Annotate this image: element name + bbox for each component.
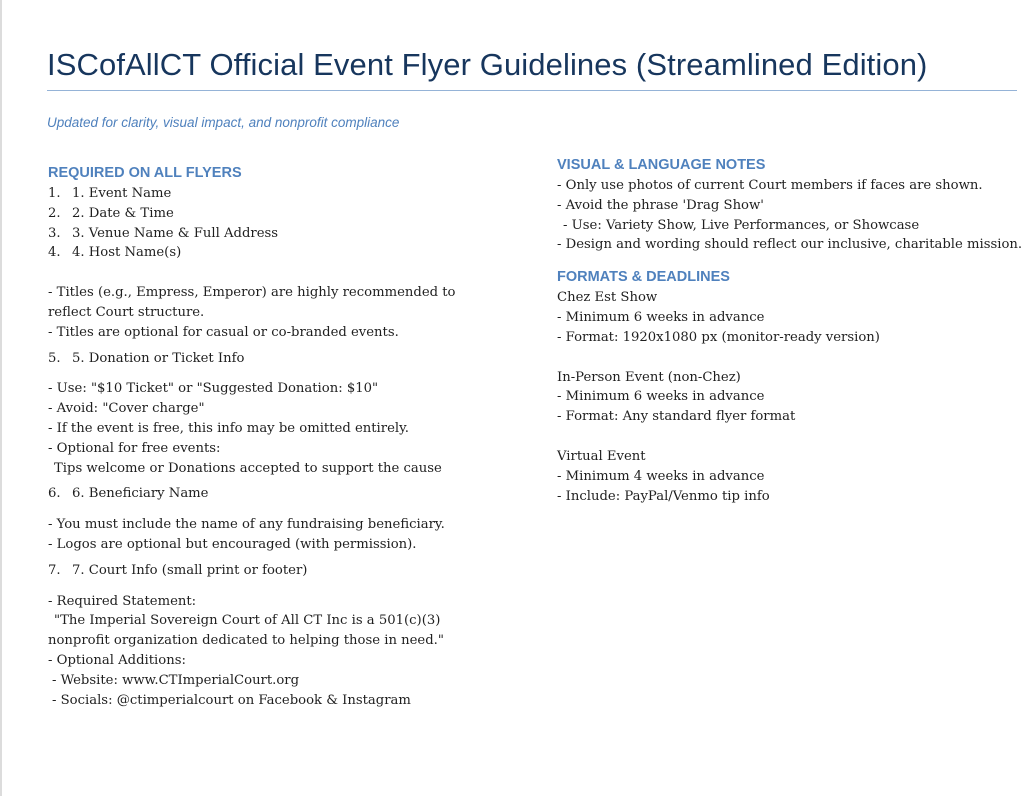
format-name: In-Person Event (non-Chez) [557,369,741,385]
list-text: 5. Donation or Ticket Info [72,350,245,366]
donation-note: - Use: "$10 Ticket" or "Suggested Donation: $10" [48,381,379,397]
required-heading: REQUIRED ON ALL FLYERS [48,165,242,181]
beneficiary-note: - You must include the name of any fundraising beneficiary. [48,517,445,533]
list-text: 6. Beneficiary Name [72,486,209,502]
list-item [48,204,528,224]
list-number: 2. [48,205,61,221]
document-title: ISCofAllCT Official Event Flyer Guidelines (Streamlined Edition) [47,47,928,82]
visual-note: - Only use photos of current Court members if faces are shown. [557,178,983,193]
list-text: 2. Date & Time [72,205,174,221]
list-item [48,184,528,204]
list-item [48,349,528,369]
right-column [557,154,1023,506]
format-detail: - Minimum 6 weeks in advance [557,309,765,325]
list-item [48,484,528,504]
format-detail: - Include: PayPal/Venmo tip info [557,488,770,504]
format-detail: - Minimum 4 weeks in advance [557,468,765,484]
title-underline [47,90,1017,91]
list-number: 6. [48,486,61,502]
left-column [48,162,528,710]
document-subtitle: Updated for clarity, visual impact, and nonprofit compliance [47,115,400,130]
required-statement-label: - Required Statement: [48,593,197,609]
list-number: 3. [48,225,61,241]
donation-note: - If the event is free, this info may be omitted entirely. [48,420,409,436]
list-item [48,224,528,244]
visual-note: - Use: Variety Show, Live Performances, or Showcase [563,217,920,233]
format-detail: - Format: Any standard flyer format [557,409,796,425]
list-number: 7. [48,562,61,578]
titles-note: - Titles (e.g., Empress, Emperor) are highly recommended to reflect Court structure. [48,285,456,320]
titles-note: - Titles are optional for casual or co-branded events. [48,324,399,340]
list-text: 4. Host Name(s) [72,245,182,261]
visual-heading: VISUAL & LANGUAGE NOTES [557,157,766,173]
donation-note: - Avoid: "Cover charge" [48,401,205,417]
list-number: 1. [48,186,61,201]
page-edge [0,0,2,796]
visual-note: - Avoid the phrase 'Drag Show' [557,197,764,213]
formats-heading: FORMATS & DEADLINES [557,269,730,286]
list-number: 4. [48,245,61,261]
optional-additions-label: - Optional Additions: [48,652,186,668]
socials-line: - Socials: @ctimperialcourt on Facebook & Instagram [52,692,411,708]
format-name: Chez Est Show [557,290,658,306]
donation-note: Tips welcome or Donations accepted to support the cause [54,460,442,476]
list-text: 1. Event Name [72,186,172,201]
required-statement: "The Imperial Sovereign Court of All CT Inc is a 501(c)(3) nonprofit organization dedicated to helping those in need." [48,613,444,649]
visual-note: - Design and wording should reflect our inclusive, charitable mission. [557,237,1023,253]
website-line: - Website: www.CTImperialCourt.org [52,672,300,688]
format-detail: - Format: 1920x1080 px (monitor-ready version) [557,329,880,345]
list-item [48,243,528,263]
format-name: Virtual Event [557,448,646,464]
beneficiary-note: - Logos are optional but encouraged (with permission). [48,536,417,552]
list-text: 7. Court Info (small print or footer) [72,562,308,578]
list-text: 3. Venue Name & Full Address [72,225,279,241]
list-item [48,561,528,581]
format-detail: - Minimum 6 weeks in advance [557,389,765,405]
list-number: 5. [48,350,61,366]
donation-note: - Optional for free events: [48,440,221,456]
